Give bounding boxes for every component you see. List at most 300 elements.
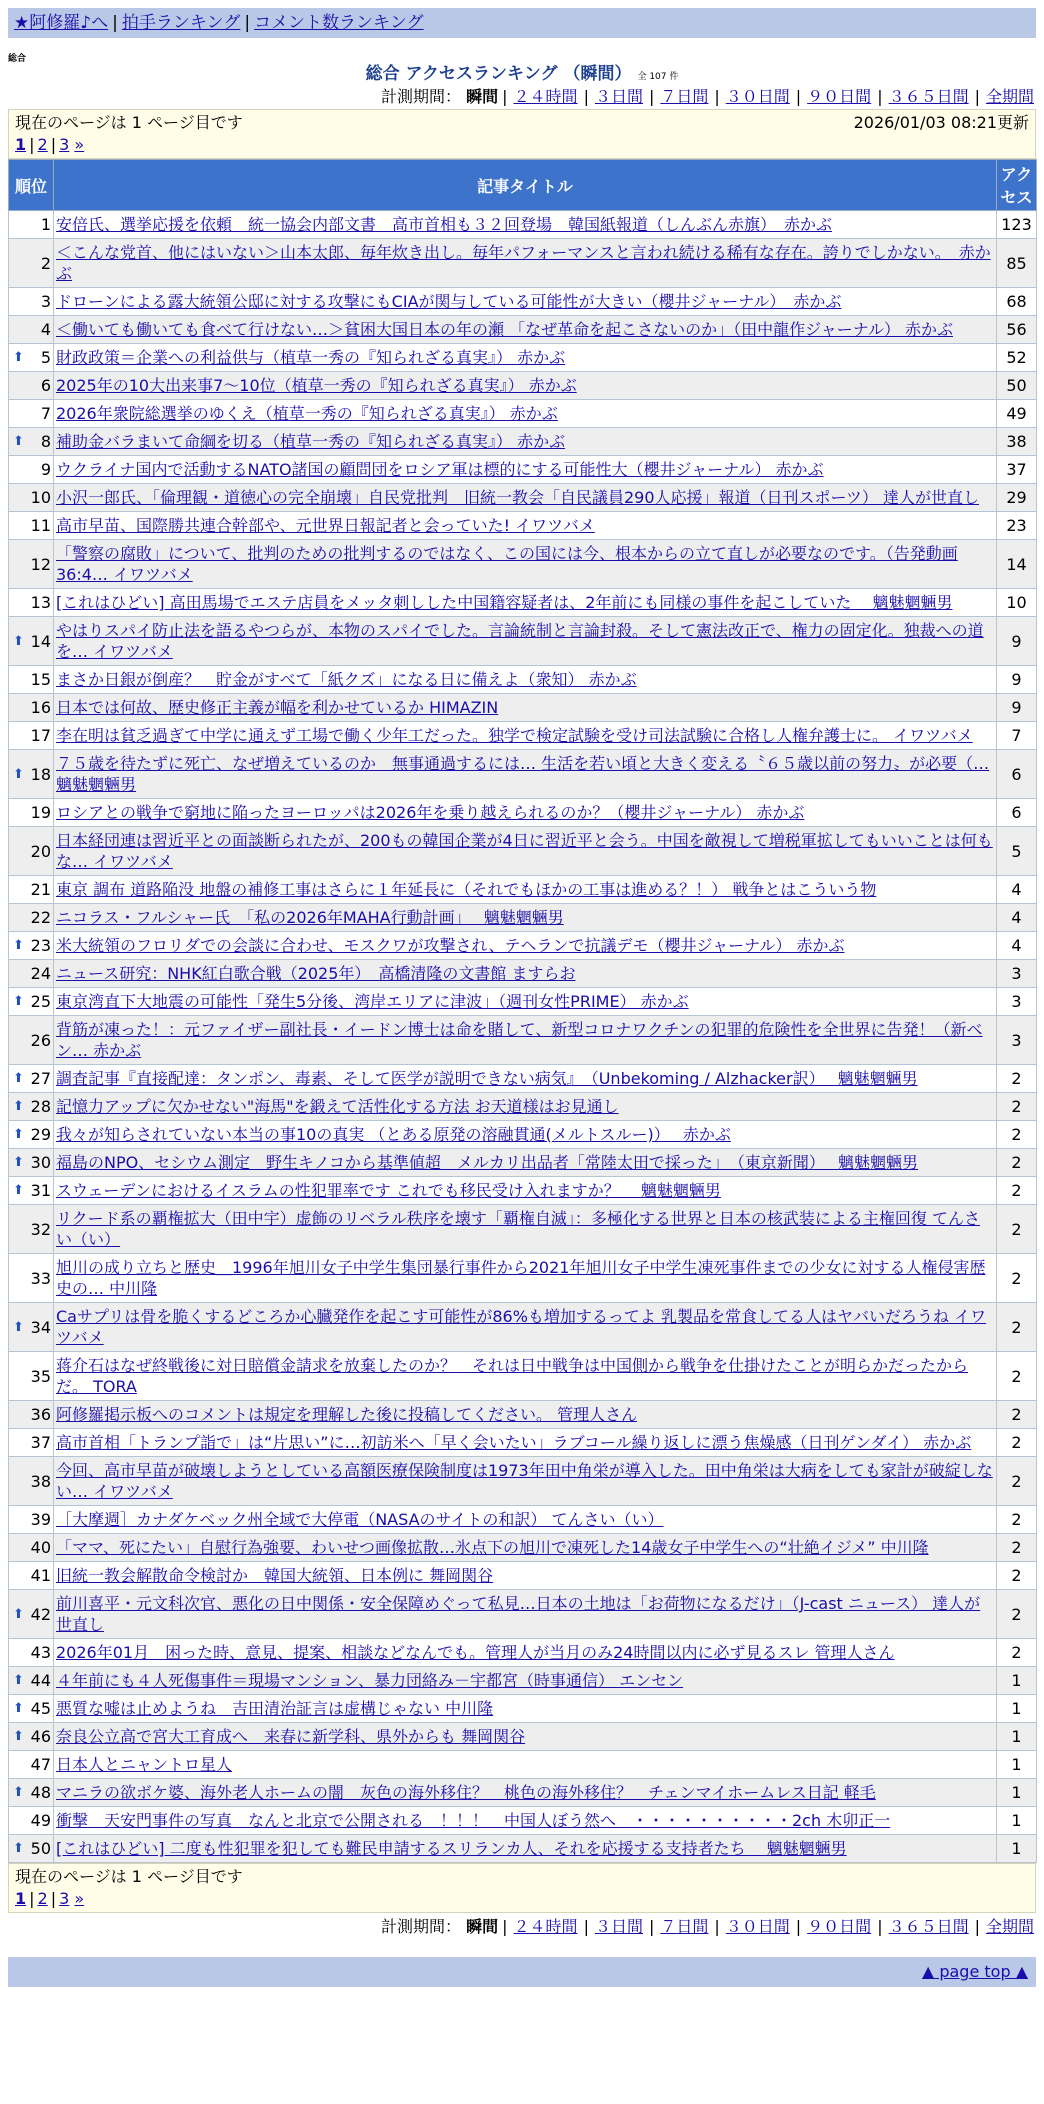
access-count: 3 [997,960,1037,988]
rank-cell [9,1254,54,1303]
rank-number: 40 [30,1538,51,1557]
table-row [9,211,1037,239]
rank-cell [9,1149,54,1177]
table-row [9,1667,1037,1695]
pager-top [8,109,1036,159]
period-3d-bottom[interactable]: ３日間 [594,1917,643,1936]
rank-number: 30 [30,1153,51,1172]
rank-number: 34 [30,1317,51,1337]
title-cell [54,1506,997,1534]
access-count: 38 [997,428,1037,456]
rank-cell [9,589,54,617]
article-link[interactable]: ウクライナ国内で活動するNATO諸国の顧問団をロシア軍は標的にする可能性大（櫻井ジャーナル） 赤かぶ [56,460,824,479]
title-cell [54,512,997,540]
access-count: 6 [997,799,1037,827]
access-count: 1 [997,1667,1037,1695]
title-cell [54,988,997,1016]
table-header-row [9,160,1037,211]
rank-cell [9,1779,54,1807]
rank-number: 6 [40,376,51,395]
access-count: 2 [997,1149,1037,1177]
rank-cell [9,372,54,400]
access-count: 50 [997,372,1037,400]
header-access: アクセス [997,160,1037,211]
page-top-link[interactable]: ▲ page top ▲ [921,1962,1028,1981]
access-count: 1 [997,1807,1037,1835]
article-link[interactable]: ４年前にも４人死傷事件＝現場マンション、暴力団絡み－宇都宮（時事通信） エンセン [56,1671,684,1690]
rank-cell [9,1016,54,1065]
article-link[interactable]: やはりスパイ防止法を語るやつらが、本物のスパイでした。言論統制と言論封殺。そして憲法改正で、権力の固定化。独裁への道を… イワツバメ [56,621,984,661]
rank-cell [9,1401,54,1429]
period-24h-bottom[interactable]: ２４時間 [513,1917,578,1936]
rank-cell [9,1590,54,1639]
title-cell [54,589,997,617]
rank-cell [9,1429,54,1457]
table-row [9,904,1037,932]
rank-number: 28 [30,1097,51,1116]
title-cell [54,876,997,904]
rank-up-arrow-icon: ⬆ [13,1319,24,1335]
title-cell [54,1667,997,1695]
rank-number: 8 [40,432,51,451]
page-links: 1 | 2 | 3 » [15,135,85,154]
access-count: 9 [997,694,1037,722]
period-all[interactable]: 全期間 [985,87,1034,106]
article-link[interactable]: 我々が知らされていない本当の事10の真実 （とある原発の溶融貫通(メルトスルー)） 赤かぶ [56,1125,731,1144]
table-row [9,1205,1037,1254]
article-link[interactable]: ニコラス・フルシャー氏 「私の2026年MAHA行動計画」 魑魅魍魎男 [56,908,564,927]
title-cell [54,1016,997,1065]
article-link[interactable]: 悪質な嘘は止めようね 吉田清治証言は虚構じゃない 中川隆 [56,1699,494,1718]
table-row [9,428,1037,456]
article-link[interactable]: 2026年衆院総選挙のゆくえ（植草一秀の『知られざる真実』） 赤かぶ [56,404,558,423]
rank-number: 18 [30,764,51,784]
access-count: 2 [997,1177,1037,1205]
article-link[interactable]: Caサプリは骨を脆くするどころか心臓発作を起こす可能性が86%も増加するってよ 乳製品を常食してる人はヤバいだろうね イワツバメ [56,1307,987,1347]
period-365d-bottom[interactable]: ３６５日間 [888,1917,969,1936]
next-page-link[interactable]: » [74,135,85,154]
rank-cell [9,876,54,904]
article-link[interactable]: 高市早苗、国際勝共連合幹部や、元世界日報記者と会っていた! イワツバメ [56,516,595,535]
title-cell [54,484,997,512]
table-row [9,540,1037,589]
rank-cell [9,799,54,827]
table-row [9,456,1037,484]
rank-number: 23 [30,936,51,955]
table-row [9,988,1037,1016]
header-rank: 順位 [9,160,54,211]
access-count: 2 [997,1401,1037,1429]
rank-up-arrow-icon: ⬆ [13,1701,24,1716]
rank-cell [9,1121,54,1149]
period-label: 計測期間： [381,87,462,106]
article-link[interactable]: 旧統一教会解散命令検討か 韓国大統領、日本例に 舞岡関谷 [56,1566,494,1585]
article-link[interactable]: 小沢一郎氏、「倫理観・道徳心の完全崩壊」自民党批判 旧統一教会「自民議員290人応援」報道（日刊スポーツ） 達人が世直し [56,488,979,507]
rank-cell [9,666,54,694]
table-row [9,1835,1037,1863]
table-row [9,799,1037,827]
table-row [9,1639,1037,1667]
rank-number: 3 [40,292,51,311]
title-cell [54,1534,997,1562]
table-row [9,1303,1037,1352]
title-cell [54,1121,997,1149]
table-row [9,1779,1037,1807]
rank-cell [9,512,54,540]
article-link[interactable]: 衝撃 天安門事件の写真 なんと北京で公開される ！！！ 中国人ぼう然へ ・・・・・・・・・・2ch 木卯正一 [56,1811,891,1830]
rank-up-arrow-icon: ⬆ [13,1071,24,1086]
rank-number: 10 [30,488,51,507]
table-row [9,1695,1037,1723]
pager-bottom [8,1863,1036,1913]
access-count: 37 [997,456,1037,484]
rank-cell [9,484,54,512]
access-count: 56 [997,316,1037,344]
comment-ranking-link[interactable]: コメント数ランキング [254,13,424,33]
table-row [9,239,1037,288]
rank-cell [9,827,54,876]
table-row [9,1429,1037,1457]
table-row [9,1401,1037,1429]
rank-number: 31 [30,1181,51,1200]
article-link[interactable]: ドローンによる露大統領公邸に対する攻撃にもCIAが関与している可能性が大きい（櫻井ジャーナル） 赤かぶ [56,292,842,311]
access-count: 1 [997,1835,1037,1863]
rank-number: 11 [30,516,51,535]
period-90d[interactable]: ９０日間 [807,87,872,106]
rank-number: 20 [30,841,51,861]
access-count: 2 [997,1639,1037,1667]
title-cell [54,904,997,932]
rank-up-arrow-icon: ⬆ [13,434,24,449]
article-link[interactable]: ロシアとの戦争で窮地に陥ったヨーロッパは2026年を乗り越えられるのか？（櫻井ジャーナル） 赤かぶ [56,803,805,822]
access-count: 23 [997,512,1037,540]
bottom-nav-bar [8,1957,1036,1987]
ranking-table [8,159,1037,1863]
article-link[interactable]: [これはひどい] 二度も性犯罪を犯しても難民申請するスリランカ人、それを応援する支持者たち 魑魅魍魎男 [56,1839,847,1858]
rank-up-arrow-icon: ⬆ [13,1099,24,1114]
title-cell [54,1149,997,1177]
period-30d-bottom[interactable]: ３０日間 [725,1917,790,1936]
access-count: 6 [997,750,1037,799]
article-link[interactable]: 2026年01月 困った時、意見、提案、相談などなんでも。管理人が当月のみ24時間以内に必ず見るスレ 管理人さん [56,1643,895,1662]
page-link-1-bottom[interactable]: 1 [15,1889,27,1908]
access-count: 2 [997,1590,1037,1639]
title-cell [54,344,997,372]
top-nav-bar: ★阿修羅♪へ | 拍手ランキング | コメント数ランキング [8,8,1036,38]
table-row [9,827,1037,876]
ranking-title: 総合 アクセスランキング （瞬間） [365,64,632,84]
article-link[interactable]: マニラの欲ボケ婆、海外老人ホームの闇 灰色の海外移住？ 桃色の海外移住？ チェンマイホームレス日記 軽毛 [56,1783,876,1802]
rank-up-arrow-icon: ⬆ [13,1183,24,1198]
table-row [9,1534,1037,1562]
article-link[interactable]: 補助金バラまいて命綱を切る（植草一秀の『知られざる真実』） 赤かぶ [56,432,566,451]
article-link[interactable]: 東京 調布 道路陥没 地盤の補修工事はさらに１年延長に（それでもほかの工事は進める？！） 戦争とはこういう物 [56,880,877,899]
table-row [9,932,1037,960]
next-page-link-bottom[interactable]: » [74,1889,85,1908]
title-cell [54,666,997,694]
article-link[interactable]: ＜こんな党首、他にはいない＞山本太郎、毎年炊き出し。毎年パフォーマンスと言われ続ける稀有な存在。誇りでしかない。 赤かぶ [56,243,991,283]
article-link[interactable]: 背筋が凍った！：元ファイザー副社長・イードン博士は命を賭して、新型コロナワクチンの犯罪的危険性を全世界に告発！（新ベン… 赤かぶ [56,1020,983,1060]
access-count: 4 [997,932,1037,960]
rank-cell [9,344,54,372]
title-cell [54,1254,997,1303]
article-link[interactable]: 記憶力アップに欠かせない"海馬"を鍛えて活性化する方法 お天道様はお見通し [56,1097,619,1116]
rank-cell [9,456,54,484]
access-count: 85 [997,239,1037,288]
period-selector-top: 計測期間： 瞬間 | ２４時間 | ３日間 | ７日間 | ３０日間 | ９０日間 | ３６５日間 | 全期間 [381,87,1034,106]
rank-number: 37 [30,1433,51,1452]
rank-up-arrow-icon: ⬆ [13,1606,24,1622]
period-current-bottom: 瞬間 [466,1917,499,1936]
title-cell [54,1401,997,1429]
access-count: 1 [997,1751,1037,1779]
period-3d[interactable]: ３日間 [594,87,643,106]
access-count: 52 [997,344,1037,372]
rank-up-arrow-icon: ⬆ [13,1673,24,1688]
rank-cell [9,1667,54,1695]
article-link[interactable]: 財政政策＝企業への利益供与（植草一秀の『知られざる真実』） 赤かぶ [56,348,566,367]
current-page-text-bottom: 現在のページは 1 ページ目です [15,1867,243,1886]
access-count: 2 [997,1254,1037,1303]
rank-cell [9,1835,54,1863]
rank-up-arrow-icon: ⬆ [13,766,24,782]
rank-number: 42 [30,1604,51,1624]
access-count: 49 [997,400,1037,428]
table-row [9,512,1037,540]
period-30d[interactable]: ３０日間 [725,87,790,106]
table-row [9,589,1037,617]
article-link[interactable]: 調査記事『直接配達：タンポン、毒素、そして医学が説明できない病気』 （Unbekoming / Alzhacker訳） 魑魅魍魎男 [56,1069,918,1088]
rank-cell [9,1751,54,1779]
rank-cell [9,960,54,988]
title-cell [54,960,997,988]
table-row [9,1352,1037,1401]
title-cell [54,932,997,960]
article-link[interactable]: 東京湾直下大地震の可能性「発生5分後、湾岸エリアに津波」（週刊女性PRIME） 赤かぶ [56,992,689,1011]
rank-cell [9,1723,54,1751]
access-count: 4 [997,904,1037,932]
rank-up-arrow-icon: ⬆ [13,994,24,1009]
rank-number: 26 [30,1030,51,1050]
page-link-2-bottom[interactable]: 2 [37,1889,48,1908]
rank-cell [9,1639,54,1667]
access-count: 2 [997,1303,1037,1352]
title-cell [54,1590,997,1639]
rank-cell [9,1807,54,1835]
article-link[interactable]: 安倍氏、選挙応援を依頼 統一協会内部文書 高市首相も３２回登場 韓国紙報道（しんぶん赤旗） 赤かぶ [56,215,833,234]
table-row [9,750,1037,799]
access-count: 2 [997,1065,1037,1093]
asura-home-link[interactable]: ★阿修羅♪へ [14,13,109,33]
table-row [9,960,1037,988]
access-count: 1 [997,1723,1037,1751]
article-link[interactable]: ＜働いても働いても食べて行けない…＞貧困大国日本の年の瀬 「なぜ革命を起こさないのか」（田中龍作ジャーナル） 赤かぶ [56,320,954,339]
title-cell [54,288,997,316]
rank-number: 7 [40,404,51,423]
article-link[interactable]: ７５歳を待たずに死亡、なぜ増えているのか 無事通過するには… 生活を若い頃と大きく変える〝６５歳以前の努力〟が必要（… 魑魅魍魎男 [56,754,990,794]
rank-up-arrow-icon: ⬆ [13,1785,24,1800]
title-cell [54,827,997,876]
article-link[interactable]: 日本人とニャントロ星人 [56,1755,233,1774]
total-count: 全 107 件 [637,72,679,82]
title-cell [54,1639,997,1667]
access-count: 2 [997,1121,1037,1149]
table-row [9,1506,1037,1534]
table-row [9,1590,1037,1639]
rank-cell [9,1695,54,1723]
rank-cell [9,1303,54,1352]
rank-number: 5 [40,348,51,367]
title-cell [54,239,997,288]
article-link[interactable]: 日本経団連は習近平との面談断られたが、200もの韓国企業が4日に習近平と会う。中国を敵視して増税軍拡してもいいことは何もな… イワツバメ [56,831,993,871]
period-90d-bottom[interactable]: ９０日間 [807,1917,872,1936]
article-link[interactable]: ［大摩週］カナダケベック州全域で大停電（NASAのサイトの和訳） てんさい（い） [56,1510,664,1529]
rank-number: 27 [30,1069,51,1088]
article-link[interactable]: 2025年の10大出来事7～10位（植草一秀の『知られざる真実』） 赤かぶ [56,376,577,395]
table-row [9,400,1037,428]
table-row [9,1016,1037,1065]
table-row [9,1254,1037,1303]
title-cell [54,1779,997,1807]
table-row [9,876,1037,904]
period-365d[interactable]: ３６５日間 [888,87,969,106]
article-link[interactable]: スウェーデンにおけるイスラムの性犯罪率です これでも移民受け入れますか？ 魑魅魍魎男 [56,1181,721,1200]
clap-ranking-link[interactable]: 拍手ランキング [121,13,241,33]
rank-up-arrow-icon: ⬆ [13,1729,24,1744]
rank-number: 12 [30,554,51,574]
rank-cell [9,288,54,316]
article-link[interactable]: リクード系の覇権拡大（田中宇）虚飾のリベラル秩序を壊す「覇権自滅」：多極化する世界と日本の核武装による主権回復 てんさい（い） [56,1209,980,1249]
article-link[interactable]: 高市首相「トランプ詣で」は“片思い”に…初訪米へ「早く会いたい」ラブコール繰り返しに漂う焦燥感（日刊ゲンダイ） 赤かぶ [56,1433,972,1452]
access-count: 2 [997,1429,1037,1457]
access-count: 2 [997,1352,1037,1401]
article-link[interactable]: まさか日銀が倒産？ 貯金がすべて「紙クズ」になる日に備えよ（衆知） 赤かぶ [56,670,637,689]
page-link-3[interactable]: 3 [59,135,70,154]
rank-number: 19 [30,803,51,822]
rank-number: 24 [30,964,51,983]
title-cell [54,428,997,456]
title-cell [54,1303,997,1352]
article-link[interactable]: 米大統領のフロリダでの会談に合わせ、モスクワが攻撃され、テヘランで抗議デモ（櫻井ジャーナル） 赤かぶ [56,936,845,955]
period-7d-bottom[interactable]: ７日間 [660,1917,709,1936]
rank-up-arrow-icon: ⬆ [13,1841,24,1856]
article-link[interactable]: 蒋介石はなぜ終戦後に対日賠償金請求を放棄したのか？ それは日中戦争は中国側から戦争を仕掛けたことが明らかだったからだ。 TORA [56,1356,969,1396]
rank-cell [9,1534,54,1562]
updated-timestamp: 2026/01/03 08:21更新 [853,113,1029,132]
rank-number: 50 [30,1839,51,1858]
article-link[interactable]: 今回、高市早苗が破壊しようとしている高額医療保険制度は1973年田中角栄が導入した。田中角栄は大病をしても家計が破綻しない… イワツバメ [56,1461,993,1501]
title-cell [54,1065,997,1093]
ranking-table-body [9,211,1037,1863]
rank-up-arrow-icon: ⬆ [13,633,24,649]
rank-number: 4 [40,320,51,339]
title-cell [54,456,997,484]
table-row [9,694,1037,722]
table-row [9,484,1037,512]
rank-number: 25 [30,992,51,1011]
rank-number: 38 [30,1471,51,1491]
rank-number: 43 [30,1643,51,1662]
title-cell [54,400,997,428]
rank-cell [9,694,54,722]
article-link[interactable]: 日本では何故、歴史修正主義が幅を利かせているか HIMAZIN [56,698,499,717]
rank-cell [9,316,54,344]
table-row [9,1149,1037,1177]
rank-cell [9,1506,54,1534]
rank-up-arrow-icon: ⬆ [13,350,24,365]
rank-cell [9,750,54,799]
title-cell [54,1751,997,1779]
article-link[interactable]: 李在明は貧乏過ぎて中学に通えず工場で働く少年工だった。独学で検定試験を受け司法試験に合格し人権弁護士に。 イワツバメ [56,726,973,745]
rank-number: 39 [30,1510,51,1529]
page-link-2[interactable]: 2 [37,135,48,154]
period-all-bottom[interactable]: 全期間 [985,1917,1034,1936]
article-link[interactable]: 福島のNPO、セシウム測定 野生キノコから基準値超 メルカリ出品者「常陸太田で採った」 （東京新聞） 魑魅魍魎男 [56,1153,919,1172]
rank-number: 47 [30,1755,51,1774]
access-count: 2 [997,1534,1037,1562]
title-cell [54,722,997,750]
rank-number: 32 [30,1219,51,1239]
title-cell [54,694,997,722]
article-link[interactable]: 阿修羅掲示板へのコメントは規定を理解した後に投稿してください。 管理人さん [56,1405,638,1424]
rank-number: 2 [40,253,51,273]
article-link[interactable]: ニュース研究：NHK紅白歌合戦（2025年） 高橋清隆の文書館 ますらお [56,964,576,983]
article-link[interactable]: 奈良公立高で宮大工育成へ 来春に新学科、県外からも 舞岡関谷 [56,1727,526,1746]
title-cell [54,617,997,666]
article-link[interactable]: 旭川の成り立ちと歴史＿1996年旭川女子中学生集団暴行事件から2021年旭川女子中学生凍死事件までの少女に対する人権侵害歴史の… 中川隆 [56,1258,986,1298]
access-count: 3 [997,1016,1037,1065]
rank-up-arrow-icon: ⬆ [13,1127,24,1142]
rank-cell [9,428,54,456]
rank-number: 9 [40,460,51,479]
title-cell [54,1723,997,1751]
rank-number: 29 [30,1125,51,1144]
access-count: 29 [997,484,1037,512]
article-link[interactable]: [これはひどい] 高田馬場でエステ店員をメッタ刺しした中国籍容疑者は、2年前にも同様の事件を起こしていた 魑魅魍魎男 [56,593,953,612]
rank-cell [9,211,54,239]
article-link[interactable]: 「ママ、死にたい」自慰行為強要、わいせつ画像拡散…氷点下の旭川で凍死した14歳女子中学生への“壮絶イジメ” 中川隆 [56,1538,929,1557]
table-row [9,722,1037,750]
article-link[interactable]: 前川喜平・元文科次官、悪化の日中関係・安全保障めぐって私見…日本の土地は「お荷物になるだけ」（J-cast ニュース） 達人が世直し [56,1594,981,1634]
rank-cell [9,1205,54,1254]
access-count: 68 [997,288,1037,316]
title-cell [54,211,997,239]
current-page-text: 現在のページは 1 ページ目です [15,113,243,132]
rank-number: 15 [30,670,51,689]
page-link-1[interactable]: 1 [15,135,27,154]
access-count: 5 [997,827,1037,876]
rank-number: 16 [30,698,51,717]
title-cell [54,1429,997,1457]
article-link[interactable]: 「警察の腐敗」について、批判のための批判するのではなく、この国には今、根本からの立て直しが必要なのです。（告発動画36:4… イワツバメ [56,544,958,584]
table-row [9,1065,1037,1093]
access-count: 9 [997,617,1037,666]
access-count: 123 [997,211,1037,239]
table-row [9,1807,1037,1835]
title-cell [54,799,997,827]
period-7d[interactable]: ７日間 [660,87,709,106]
table-row [9,344,1037,372]
rank-cell [9,239,54,288]
page-link-3-bottom[interactable]: 3 [59,1889,70,1908]
title-cell [54,372,997,400]
rank-number: 48 [30,1783,51,1802]
period-24h[interactable]: ２４時間 [513,87,578,106]
access-count: 2 [997,1093,1037,1121]
rank-cell [9,1352,54,1401]
header-title: 記事タイトル [54,160,997,211]
title-cell [54,1177,997,1205]
